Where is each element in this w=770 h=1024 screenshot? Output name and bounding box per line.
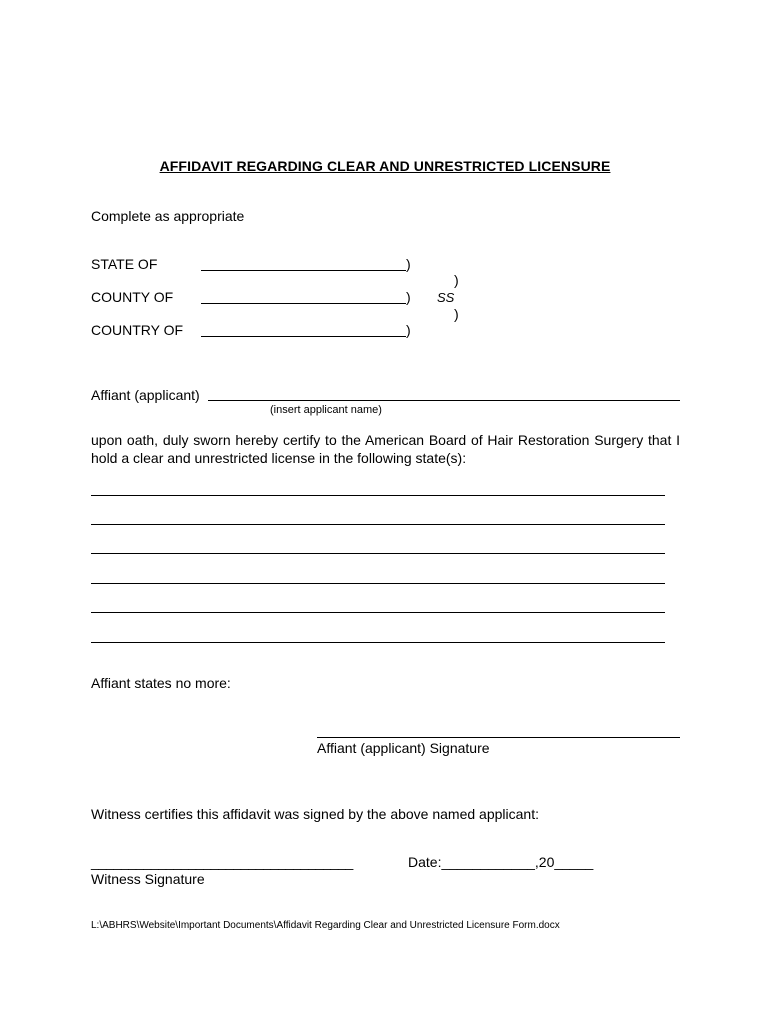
country-paren: ): [406, 322, 411, 338]
state-label: STATE OF: [91, 256, 158, 272]
license-state-line[interactable]: [91, 524, 665, 525]
affiant-name-line[interactable]: [208, 400, 680, 401]
license-state-line[interactable]: [91, 583, 665, 584]
county-label: COUNTY OF: [91, 289, 174, 305]
date-field[interactable]: Date:____________,20_____: [408, 854, 594, 870]
county-paren: ): [406, 289, 411, 305]
witness-certifies-text: Witness certifies this affidavit was signed by the above named applicant:: [91, 806, 539, 822]
state-field-line[interactable]: [201, 270, 406, 271]
license-state-line[interactable]: [91, 642, 665, 643]
ss-label: SS: [437, 290, 455, 305]
affiant-label: Affiant (applicant): [91, 387, 200, 403]
county-field-line[interactable]: [201, 303, 406, 304]
witness-signature-line[interactable]: ___________________________________: [91, 854, 354, 870]
footer-file-path: L:\ABHRS\Website\Important Documents\Affidavit Regarding Clear and Unrestricted Licensure Form.docx: [91, 920, 560, 931]
affiant-signature-line[interactable]: [317, 737, 680, 738]
country-label: COUNTRY OF: [91, 322, 184, 338]
ss-paren-bottom: ): [454, 306, 459, 322]
license-state-line[interactable]: [91, 612, 665, 613]
ss-paren-top: ): [454, 272, 459, 288]
certification-paragraph: upon oath, duly sworn hereby certify to the American Board of Hair Restoration Surgery that I hold a clear and unrestricted license in the following state(s):: [91, 432, 680, 466]
document-title: AFFIDAVIT REGARDING CLEAR AND UNRESTRICTED LICENSURE: [159, 158, 611, 174]
instruction-text: Complete as appropriate: [91, 208, 245, 224]
license-state-line[interactable]: [91, 553, 665, 554]
witness-signature-label: Witness Signature: [91, 871, 205, 887]
affiant-states-no-more: Affiant states no more:: [91, 675, 231, 691]
affiant-signature-label: Affiant (applicant) Signature: [317, 740, 490, 756]
country-field-line[interactable]: [201, 336, 406, 337]
affiant-name-hint: (insert applicant name): [270, 404, 382, 416]
state-paren: ): [406, 256, 411, 272]
license-state-line[interactable]: [91, 495, 665, 496]
